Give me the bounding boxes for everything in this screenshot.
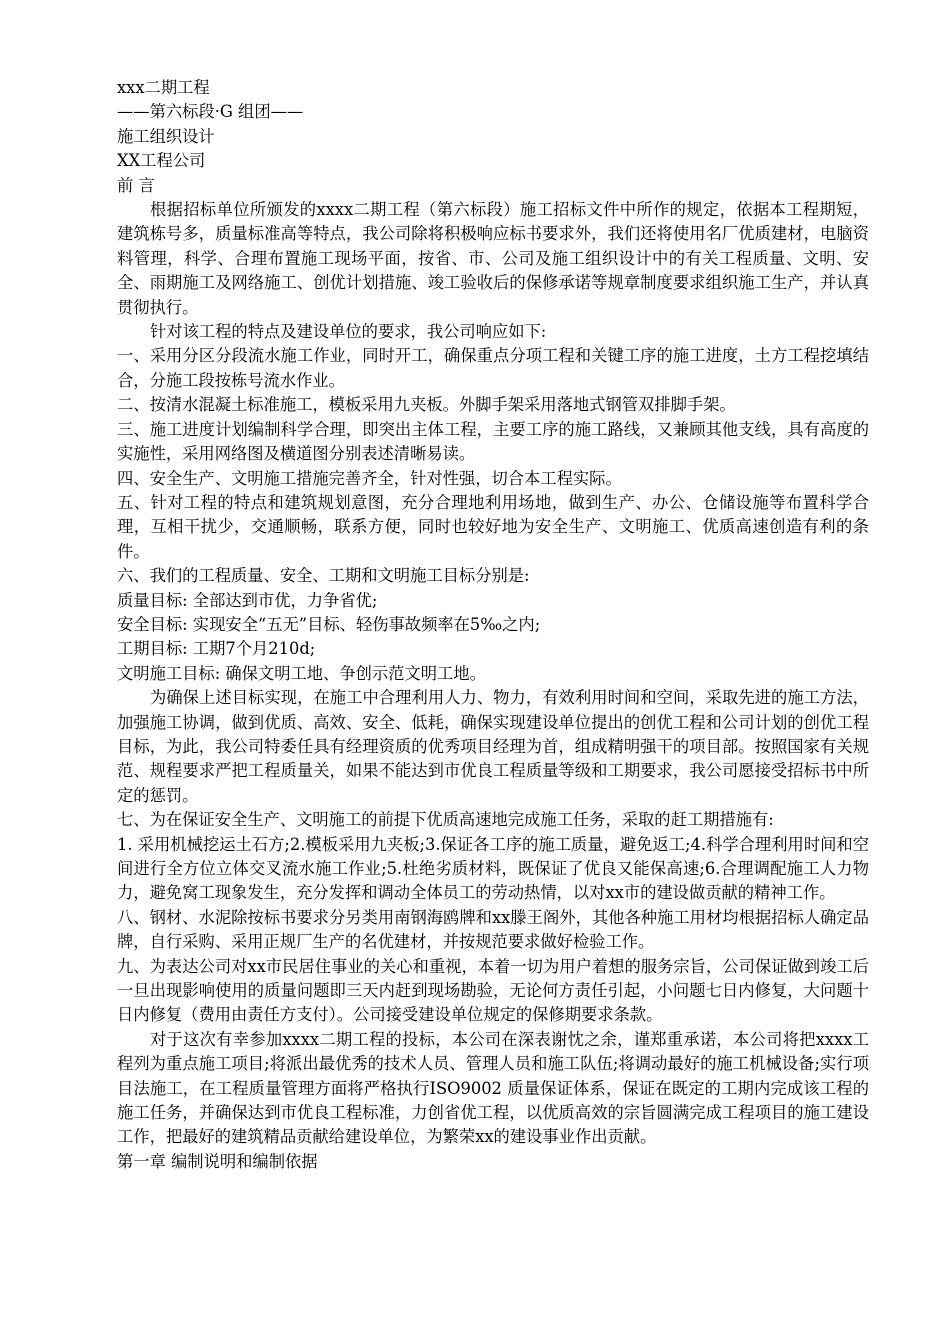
section-title: ——第六标段·G 组团—— [117, 102, 304, 122]
preface-paragraph-3: 为确保上述目标实现，在施工中合理利用人力、物力，有效利用时间和空间，采取先进的施工方法，加强施工协调，做到优质、高效、安全、低耗，确保实现建设单位提出的创优工程和公司计划的创优工程目标，为此，我公司特委任具有经理资质的优秀项目经理为首，组成精明强干的项目部。按照国家有关规范、规程要求严把工程质量关，如果不能达到市优良工程质量等级和工期要求，我公司愿接受招标书中所定的惩罚。 [117, 688, 869, 805]
preface-heading: 前 言 [117, 175, 155, 195]
commitment-item-3: 三、施工进度计划编制科学合理，即突出主体工程，主要工序的施工路线，又兼顾其他支线，具有高度的实施性，采用网络图及横道图分别表述清晰易读。 [117, 419, 869, 464]
commitment-item-6: 六、我们的工程质量、安全、工期和文明施工目标分别是: [117, 566, 530, 586]
document-page [117, 76, 869, 1174]
project-title: xxx二期工程 [117, 78, 210, 97]
commitment-item-8: 八、钢材、水泥除按标书要求分另类用南钢海鸥牌和xx滕王阁外，其他各种施工用材均根据招标人确定品牌，自行采购、采用正规厂生产的名优建材，并按规范要求做好检验工作。 [117, 907, 869, 952]
commitment-item-5: 五、针对工程的特点和建筑规划意图，充分合理地利用场地，做到生产、办公、仓储设施等布置科学合理，互相干扰少，交通顺畅，联系方便，同时也较好地为安全生产、文明施工、优质高速创造有利的条件。 [117, 492, 869, 561]
preface-paragraph-4: 对于这次有幸参加xxxx二期工程的投标，本公司在深表谢忱之余，谨郑重承诺，本公司将把xxxx工程列为重点施工项目;将派出最优秀的技术人员、管理人员和施工队伍;将调动最好的施工机械设备;实行项目法施工，在工程质量管理方面将严格执行ISO9002 质量保证体系，保证在既定的工期内完成该工程的施工任务，并确保达到市优良工程标准，力创省优工程，以优质高效的宗旨圆满完成工程项目的施工建设工作，把最好的建筑精品贡献给建设单位，为繁荣xx的建设事业作出贡献。 [117, 1029, 869, 1147]
goal-schedule: 工期目标: 工期7个月210d; [117, 639, 316, 659]
commitment-item-9: 九、为表达公司对xx市民居住事业的关心和重视，本着一切为用户着想的服务宗旨，公司保证做到竣工后一旦出现影响使用的质量问题即三天内赶到现场勘验，无论何方责任引起，小问题七日内修复，大问题十日内修复（费用由责任方支付）。公司接受建设单位规定的保修期要求条款。 [117, 956, 869, 1025]
preface-paragraph-1: 根据招标单位所颁发的xxxx二期工程（第六标段）施工招标文件中所作的规定，依据本工程期短，建筑栋号多，质量标准高等特点，我公司除将积极响应标书要求外，我们还将使用名厂优质建材，电脑资料管理，科学、合理布置施工现场平面，按省、市、公司及施工组织设计中的有关工程质量、文明、安全、雨期施工及网络施工、创优计划措施、竣工验收后的保修承诺等规章制度要求组织施工生产，并认真贯彻执行。 [117, 200, 869, 317]
preface-paragraph-2: 针对该工程的特点及建设单位的要求，我公司响应如下: [150, 322, 547, 342]
commitment-item-1: 一、采用分区分段流水施工作业，同时开工，确保重点分项工程和关键工序的施工进度，土方工程挖填结合，分施工段按栋号流水作业。 [117, 346, 869, 390]
commitment-item-7: 七、为在保证安全生产、文明施工的前提下优质高速地完成施工任务，采取的赶工期措施有: [117, 810, 774, 830]
goal-civilized: 文明施工目标: 确保文明工地、争创示范文明工地。 [117, 663, 486, 683]
document-type: 施工组织设计 [117, 126, 215, 146]
goal-quality: 质量目标: 全部达到市优，力争省优; [117, 590, 378, 610]
chapter-1-heading: 第一章 编制说明和编制依据 [117, 1151, 318, 1171]
company-name: XX工程公司 [117, 151, 206, 171]
commitment-item-7-detail: 1. 采用机械挖运土石方;2.模板采用九夹板;3.保证各工序的施工质量，避免返工;4.科学合理利用时间和空间进行全方位立体交叉流水施工作业;5.杜绝劣质材料，既保证了优良又能保高速;6.合理调配施工人力物力，避免窝工现象发生，充分发挥和调动全体员工的劳动热情，以对xx市的建设做贡献的精神工作。 [117, 834, 869, 903]
commitment-item-4: 四、安全生产、文明施工措施完善齐全，针对性强，切合本工程实际。 [117, 468, 622, 488]
commitment-item-2: 二、按清水混凝土标准施工，模板采用九夹板。外脚手架采用落地式钢管双排脚手架。 [117, 395, 736, 415]
goal-safety: 安全目标: 实现安全“五无”目标、轻伤事故频率在5‰之内; [117, 614, 541, 634]
